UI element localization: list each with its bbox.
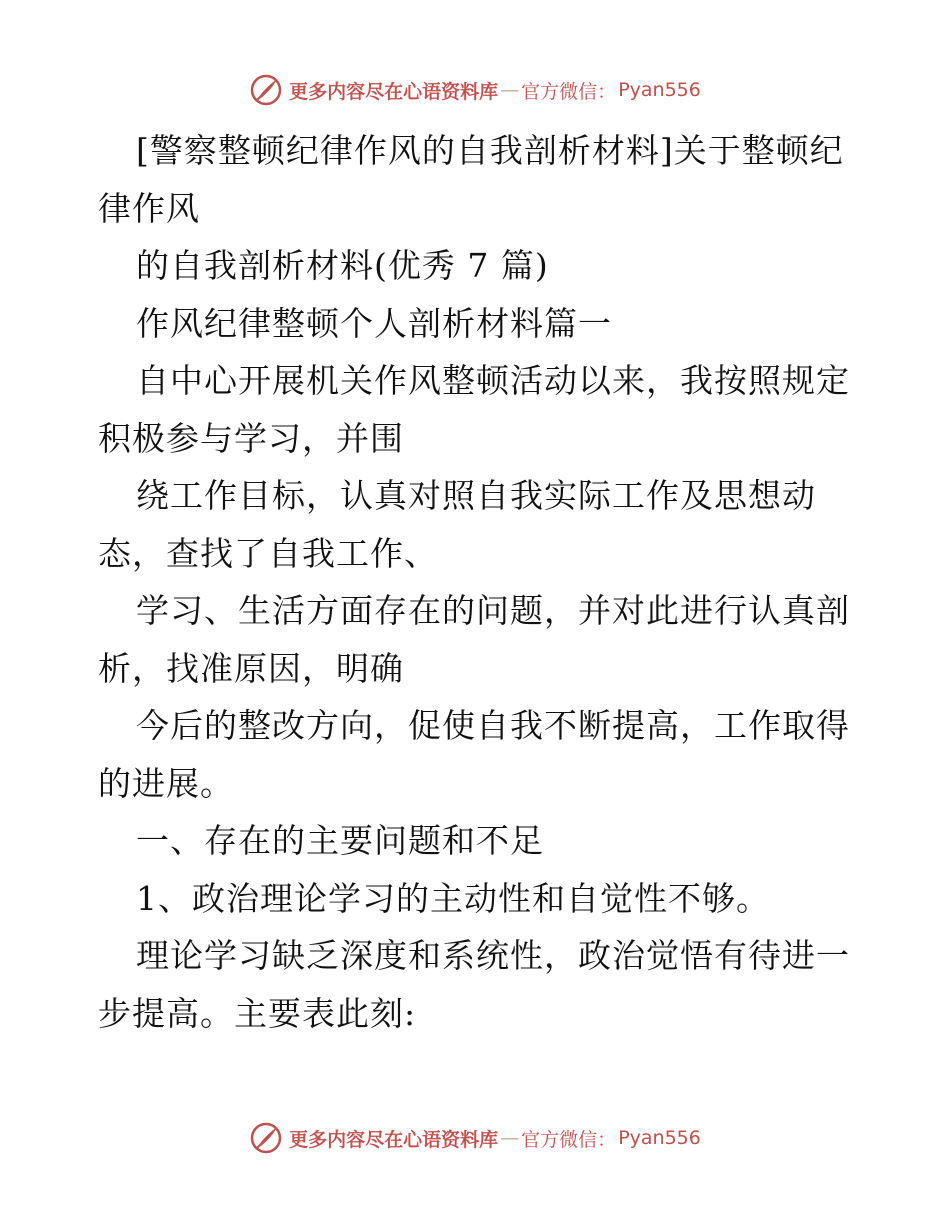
quill-logo-icon — [249, 73, 283, 107]
text-line: [警察整顿纪律作风的自我剖析材料]关于整顿纪 — [136, 131, 844, 170]
text-line: 学习、生活方面存在的问题，并对此进行认真剖 — [136, 591, 850, 630]
header-watermark — [0, 70, 950, 110]
text-line: 析，找准原因，明确 — [98, 648, 404, 688]
watermark-separator: — — [500, 1127, 520, 1149]
watermark-site-name: 更多内容尽在心语资料库 — [289, 80, 499, 103]
text-line: 步提高。主要表此刻: — [98, 993, 417, 1033]
text-line: 今后的整改方向，促使自我不断提高，工作取得 — [136, 706, 850, 745]
text-line: 绕工作目标，认真对照自我实际工作及思想动 — [136, 476, 816, 515]
text-line: 理论学习缺乏深度和系统性，政治觉悟有待进一 — [136, 936, 850, 975]
footer-watermark — [0, 1118, 950, 1158]
text-line: 作风纪律整顿个人剖析材料篇一 — [136, 303, 612, 343]
text-line: 态，查找了自我工作、 — [98, 533, 438, 573]
watermark-contact-id: Pyan556 — [618, 79, 701, 101]
text-line: 的自我剖析材料(优秀 7 篇) — [136, 246, 549, 285]
text-line: 一、存在的主要问题和不足 — [136, 821, 544, 860]
text-line: 积极参与学习，并围 — [98, 418, 404, 458]
watermark-site-name: 更多内容尽在心语资料库 — [289, 1128, 499, 1151]
watermark-separator: — — [500, 79, 520, 101]
text-line: 的进展。 — [98, 763, 234, 803]
text-line: 1、政治理论学习的主动性和自觉性不够。 — [136, 878, 770, 918]
watermark-contact-label: 官方微信： — [521, 1128, 617, 1151]
watermark-contact-label: 官方微信： — [521, 80, 617, 103]
text-line: 律作风 — [98, 188, 200, 228]
text-line: 自中心开展机关作风整顿活动以来，我按照规定 — [136, 361, 850, 400]
quill-logo-icon — [249, 1121, 283, 1155]
document-body — [98, 122, 858, 1042]
watermark-contact-id: Pyan556 — [618, 1127, 701, 1149]
